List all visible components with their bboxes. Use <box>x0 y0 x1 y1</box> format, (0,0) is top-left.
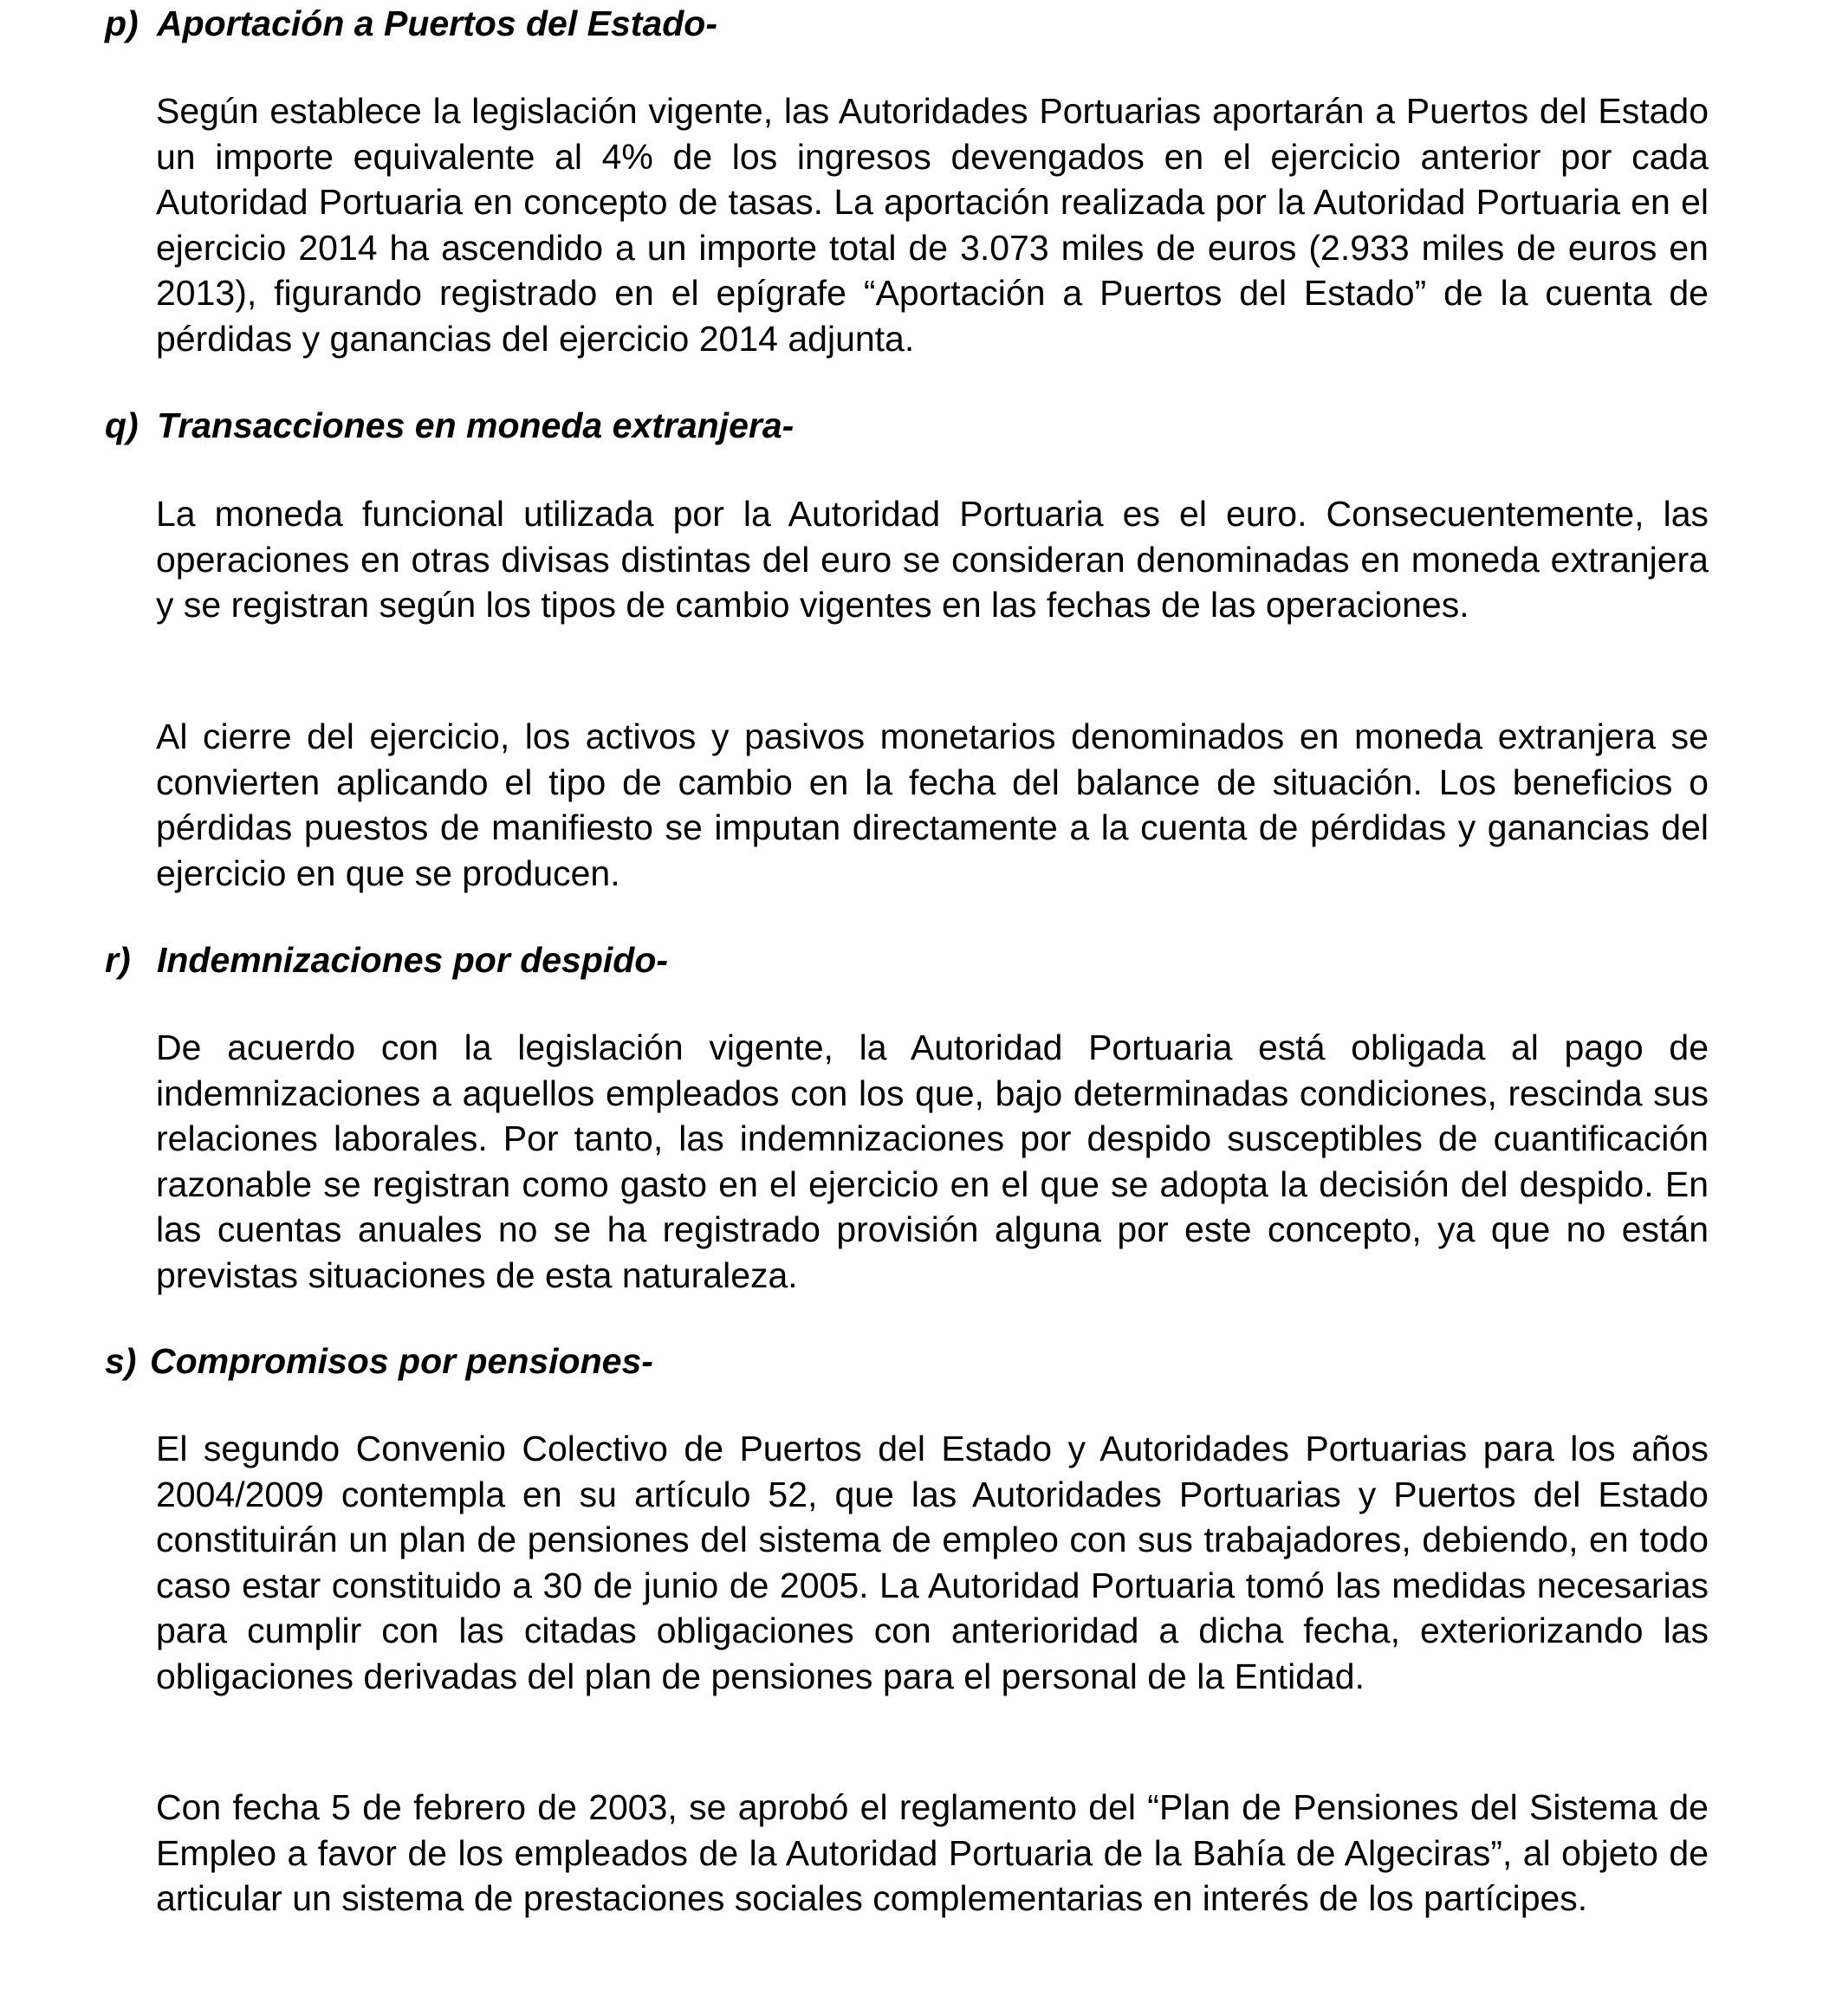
section-letter: s) <box>105 1341 137 1381</box>
section-title: Compromisos por pensiones- <box>150 1341 653 1381</box>
section-letter: q) <box>105 405 139 445</box>
section-title: Aportación a Puertos del Estado- <box>157 3 717 43</box>
section-title: Indemnizaciones por despido- <box>157 940 669 980</box>
section-heading-s <box>105 1339 653 1383</box>
section-paragraph: Según establece la legislación vigente, las Autoridades Portuarias aportarán a Puertos del Estado un importe equivalente al 4% de los ingresos devengados en el ejercicio anterior por cada Autoridad Portuaria en concepto de tasas. La aportación realizada por la Autoridad Portuaria en el ejercicio 2014 ha ascendido a un importe total de 3.073 miles de euros (2.933 miles de euros en 2013), figurando registrado en el epígrafe “Aportación a Puertos del Estado” de la cuenta de pérdidas y ganancias del ejercicio 2014 adjunta. <box>156 91 1709 359</box>
section-paragraph: El segundo Convenio Colectivo de Puertos del Estado y Autoridades Portuarias para los años 2004/2009 contempla en su artículo 52, que las Autoridades Portuarias y Puertos del Estado constituirán un plan de pensiones del sistema de empleo con sus trabajadores, debiendo, en todo caso estar constituido a 30 de junio de 2005. La Autoridad Portuaria tomó las medidas necesarias para cumplir con las citadas obligaciones con anterioridad a dicha fecha, exteriorizando las obligaciones derivadas del plan de pensiones para el personal de la Entidad. <box>156 1429 1709 1696</box>
section-paragraph: Con fecha 5 de febrero de 2003, se aprobó el reglamento del “Plan de Pensiones del Sistema de Empleo a favor de los empleados de la Autoridad Portuaria de la Bahía de Algeciras”, al objeto de articular un sistema de prestaciones sociales complementarias en interés de los partícipes. <box>156 1787 1709 1918</box>
section-title: Transacciones en moneda extranjera- <box>157 405 795 445</box>
section-letter: r) <box>105 940 131 980</box>
section-heading-p <box>105 2 717 45</box>
section-letter: p) <box>105 3 139 43</box>
section-heading-r <box>105 938 668 982</box>
section-heading-q <box>105 404 794 447</box>
section-paragraph: De acuerdo con la legislación vigente, la Autoridad Portuaria está obligada al pago de indemnizaciones a aquellos empleados con los que, bajo determinadas condiciones, rescinda sus relaciones laborales. Por tanto, las indemnizaciones por despido susceptibles de cuantificación razonable se registran como gasto en el ejercicio en el que se adopta la decisión del despido. En las cuentas anuales no se ha registrado provisión alguna por este concepto, ya que no están previstas situaciones de esta naturaleza. <box>156 1027 1709 1295</box>
section-paragraph: Al cierre del ejercicio, los activos y pasivos monetarios denominados en moneda extranjera se convierten aplicando el tipo de cambio en la fecha del balance de situación. Los beneficios o pérdidas puestos de manifiesto se imputan directamente a la cuenta de pérdidas y ganancias del ejercicio en que se producen. <box>156 716 1709 893</box>
section-paragraph: La moneda funcional utilizada por la Autoridad Portuaria es el euro. Consecuentemente, las operaciones en otras divisas distintas del euro se consideran denominadas en moneda extranjera y se registran según los tipos de cambio vigentes en las fechas de las operaciones. <box>156 494 1709 625</box>
